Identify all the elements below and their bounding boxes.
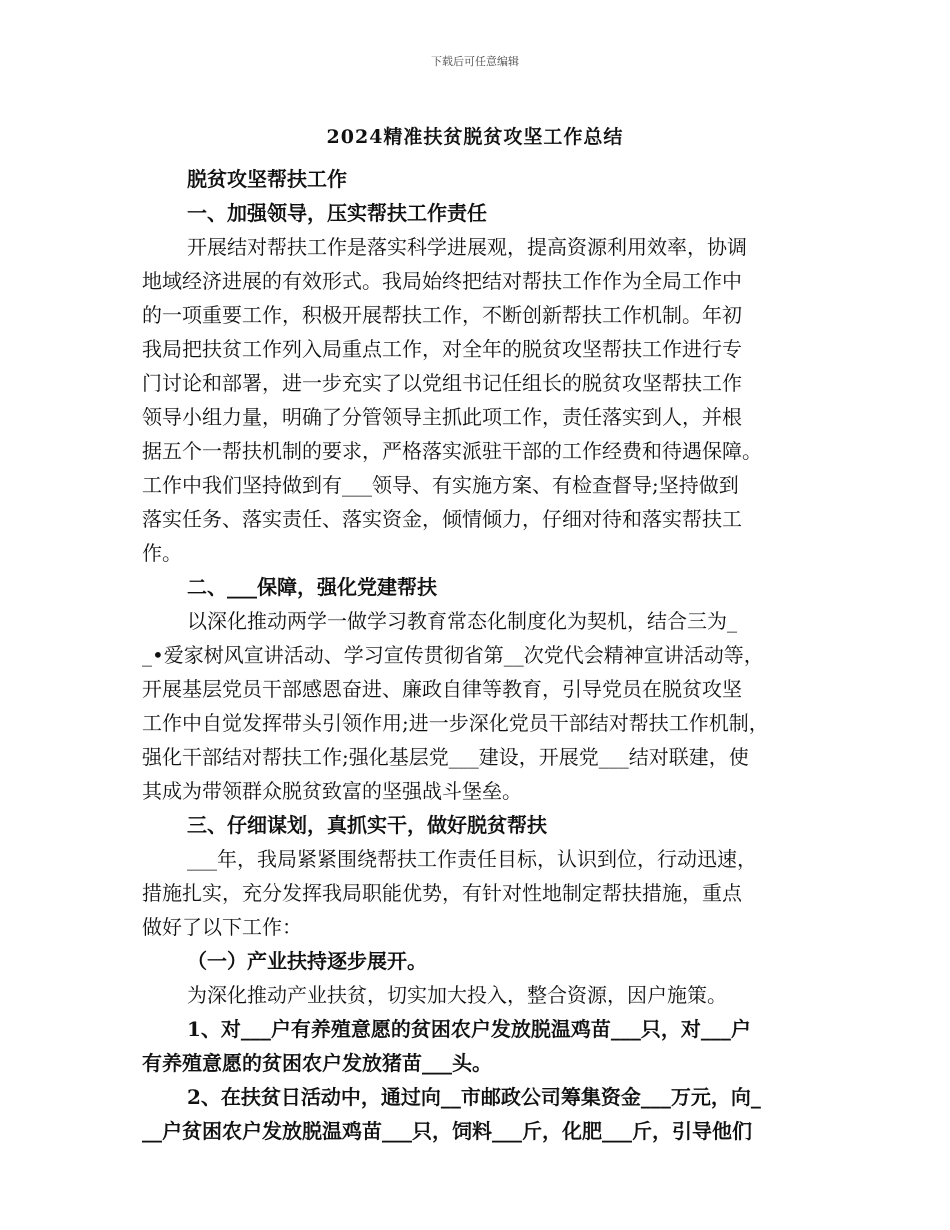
body-line: 其成为带领群众脱贫致富的坚强战斗堡垒。	[142, 779, 522, 803]
body-line: 工作中自觉发挥带头引领作用;进一步深化党员干部结对帮扶工作机制，	[142, 711, 769, 735]
body-line: 落实任务、落实责任、落实资金，倾情倾力，仔细对待和落实帮扶工	[142, 507, 742, 531]
body-line: 为深化推动产业扶贫，切实加大投入，整合资源，因户施策。	[187, 983, 727, 1007]
document-title: 2024精准扶贫脱贫攻坚工作总结	[326, 126, 624, 148]
body-line: 的一项重要工作，积极开展帮扶工作，不断创新帮扶工作机制。年初	[142, 303, 742, 327]
section-heading: 二、___保障，强化党建帮扶	[187, 575, 437, 599]
body-line: 我局把扶贫工作列入局重点工作，对全年的脱贫攻坚帮扶工作进行专	[142, 337, 742, 361]
list-item-line: 1、对___户有养殖意愿的贫困农户发放脱温鸡苗___只，对___户	[187, 1017, 751, 1041]
body-line: 开展基层党员干部感恩奋进、廉政自律等教育，引导党员在脱贫攻坚	[142, 677, 742, 701]
body-line: 门讨论和部署，进一步充实了以党组书记任组长的脱贫攻坚帮扶工作	[142, 371, 742, 395]
body-line: 作。	[142, 541, 182, 565]
list-item-line: 2、在扶贫日活动中，通过向__市邮政公司筹集资金___万元，向_	[187, 1085, 761, 1109]
body-line: ___年，我局紧紧围绕帮扶工作责任目标，认识到位，行动迅速，	[187, 847, 757, 871]
body-line: 据五个一帮扶机制的要求，严格落实派驻干部的工作经费和待遇保障。	[142, 439, 762, 463]
list-item-line: __户贫困农户发放脱温鸡苗___只，饲料___斤，化肥___斤，引导他们	[142, 1119, 752, 1143]
body-line: 强化干部结对帮扶工作;强化基层党___建设，开展党___结对联建，使	[142, 745, 749, 769]
section-heading: 脱贫攻坚帮扶工作	[187, 167, 347, 191]
body-line: 工作中我们坚持做到有___领导、有实施方案、有检查督导;坚持做到	[142, 473, 739, 497]
body-line: 领导小组力量，明确了分管领导主抓此项工作，责任落实到人，并根	[142, 405, 742, 429]
body-line: 开展结对帮扶工作是落实科学进展观，提高资源利用效率，协调	[187, 235, 747, 259]
subsection-heading: （一）产业扶持逐步展开。	[187, 949, 427, 973]
section-heading: 一、加强领导，压实帮扶工作责任	[187, 201, 487, 225]
section-heading: 三、仔细谋划，真抓实干，做好脱贫帮扶	[187, 813, 547, 837]
body-line: _•爱家树风宣讲活动、学习宣传贯彻省第__次党代会精神宣讲活动等，	[142, 643, 764, 667]
body-line: 措施扎实，充分发挥我局职能优势，有针对性地制定帮扶措施，重点	[142, 881, 742, 905]
body-line: 做好了以下工作：	[142, 915, 302, 939]
list-item-line: 有养殖意愿的贫困农户发放猪苗___头。	[142, 1051, 492, 1075]
body-line: 地域经济进展的有效形式。我局始终把结对帮扶工作作为全局工作中	[142, 269, 742, 293]
body-line: 以深化推动两学一做学习教育常态化制度化为契机，结合三为_	[187, 609, 737, 633]
header-note: 下载后可任意编辑	[431, 55, 519, 68]
